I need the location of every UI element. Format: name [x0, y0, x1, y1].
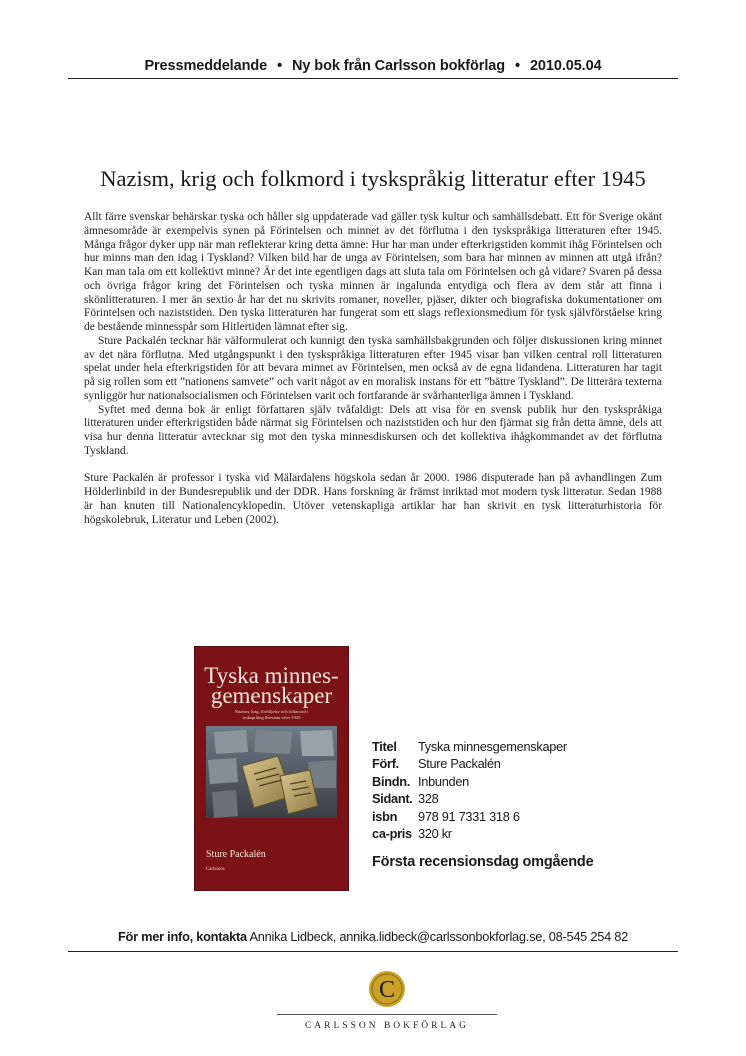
info-row: [372, 808, 593, 825]
cover-title: Tyska minnes- gemenskaper: [204, 663, 339, 708]
book-info: [372, 738, 593, 870]
info-value: Sture Packalén: [418, 756, 501, 772]
info-value: Inbunden: [418, 773, 469, 789]
contact-details: Annika Lidbeck, annika.lidbeck@carlssonbokforlag.se, 08-545 254 82: [249, 929, 628, 944]
cover-photo-stolpersteine: [206, 726, 337, 818]
body-paragraph: Sture Packalén tecknar här välformulerat och kunnigt den tyska samhällsbakgrunden och följer diskussionen kring minnet av det nära förflutna. Med utgångspunkt i den tyskspråkiga litteraturen efter 1945 visar han vilken central roll litteraturen spelat under hela efterkrigstiden för att bevara minnet av Förintelsen, men också av de egna lidandena. Litteraturen har tagit på sig rollen som ett ”nationens samvete” och varit något av en moralisk instans för ett ”bättre Tyskland”. De litterära texterna synliggör hur nationalsocialismen och Förintelsen varit och fortfarande är svårhanterliga ämnen i Tyskland.: [84, 334, 662, 402]
cover-author: Sture Packalén: [206, 849, 266, 860]
info-row: [372, 738, 593, 755]
info-key: Titel: [372, 739, 397, 754]
logo-rule: [277, 1014, 497, 1015]
info-value: Tyska minnesgemenskaper: [418, 739, 567, 754]
cover-publisher: Carlssons: [206, 867, 225, 872]
header-date: 2010.05.04: [529, 58, 602, 74]
footer-rule: [68, 951, 678, 952]
contact-line: [68, 929, 678, 944]
press-header: [68, 58, 678, 74]
header-separator: •: [277, 58, 283, 74]
book-cover: [194, 646, 349, 891]
header-subject: Ny bok från Carlsson bokförlag: [292, 58, 505, 74]
publisher-name: CARLSSON BOKFÖRLAG: [304, 1021, 470, 1031]
contact-label: För mer info, kontakta: [117, 929, 247, 944]
logo-letter: C: [378, 977, 396, 1003]
info-key: isbn: [372, 808, 398, 824]
publisher-logo-icon: [368, 970, 406, 1008]
review-date: Första recensionsdag omgående: [372, 854, 594, 871]
body-paragraph: Allt färre svenskar behärskar tyska och håller sig uppdaterade vad gäller tysk kultur och samhällsdebatt. Ett för Sverige okänt ämnesområde är exempelvis synen på Förintelsen och minnet av det förflutna i den tyskspråkiga litteraturen efter 1945. Många frågor dyker upp när man reflekterar kring detta ämne: Hur har man under efterkrigstiden kommit ihåg Förintelsen och hur minns man den idag i Tyskland? Vilken bild har de unga av Förintelsen, som bara har minnen av minnen att utgå ifrån? Kan man tala om ett kollektivt minne? Är det inte egentligen dags att sluta tala om Förintelsen och gå vidare? Svaren på dessa och övriga frågor kring det Förintelsen och tyska minnen är ingalunda entydiga och flera av dem står att finna i skönlitteraturen. I mer än sextio år har det nu skrivits romaner, noveller, pjäser, dikter och biografiska dokumentationer om Förintelsen och naziststiden. Den tyska litteraturen har fungerat som ett slags reflexionsmedium för tysk självförståelse kring de bestående minnesspår som Hitlertiden lämnat efter sig.: [84, 211, 662, 333]
info-key: Förf.: [372, 756, 399, 772]
info-key: Bindn.: [372, 773, 411, 789]
info-key: ca-pris: [372, 825, 412, 841]
author-bio-paragraph: Sture Packalén är professor i tyska vid Mälardalens högskola sedan år 2000. 1986 disputerade han på avhandlingen Zum Hölderlinbild in der Bundesrepublik und der DDR. Hans forskning är främst inriktad mot modern tysk litteratur. Sedan 1988 är han knuten till Nationalencyklopedin. Utöver vetenskapliga artiklar har han skrivit en tysk litteraturhistoria för högskolebruk, Literatur und Leben (2002).: [84, 472, 662, 526]
info-row: [372, 790, 593, 807]
info-row: [372, 825, 593, 842]
header-separator: •: [514, 58, 520, 74]
info-value: 320 kr: [418, 825, 452, 841]
page-title: Nazism, krig och folkmord i tyskspråkig litteratur efter 1945: [100, 166, 646, 191]
header-type: Pressmeddelande: [144, 58, 268, 74]
info-row: [372, 773, 593, 790]
header-rule: [68, 78, 678, 79]
info-key: Sidant.: [372, 791, 413, 807]
body-paragraph: Syftet med denna bok är enligt författaren själv tvåfaldigt: Dels att visa för en svensk publik hur den tyskspråkiga litteraturen under efterkrigstiden både närmat sig Förintelsen och naziststiden och hur den fjärmat sig från detta ämne, dels att visa hur denna litteratur avtecknar sig mot den tyska minnesdiskursen och det kollektiva ihågkommandet av det förflutna Tyskland.: [84, 403, 662, 457]
cover-subtitle: Nazism, krig, förföljelse och folkmord i tyskspråkig litteratur efter 1945: [234, 709, 309, 720]
info-row: [372, 755, 593, 772]
info-value: 978 91 7331 318 6: [418, 808, 520, 824]
info-value: 328: [418, 791, 439, 807]
press-body: [84, 211, 662, 527]
